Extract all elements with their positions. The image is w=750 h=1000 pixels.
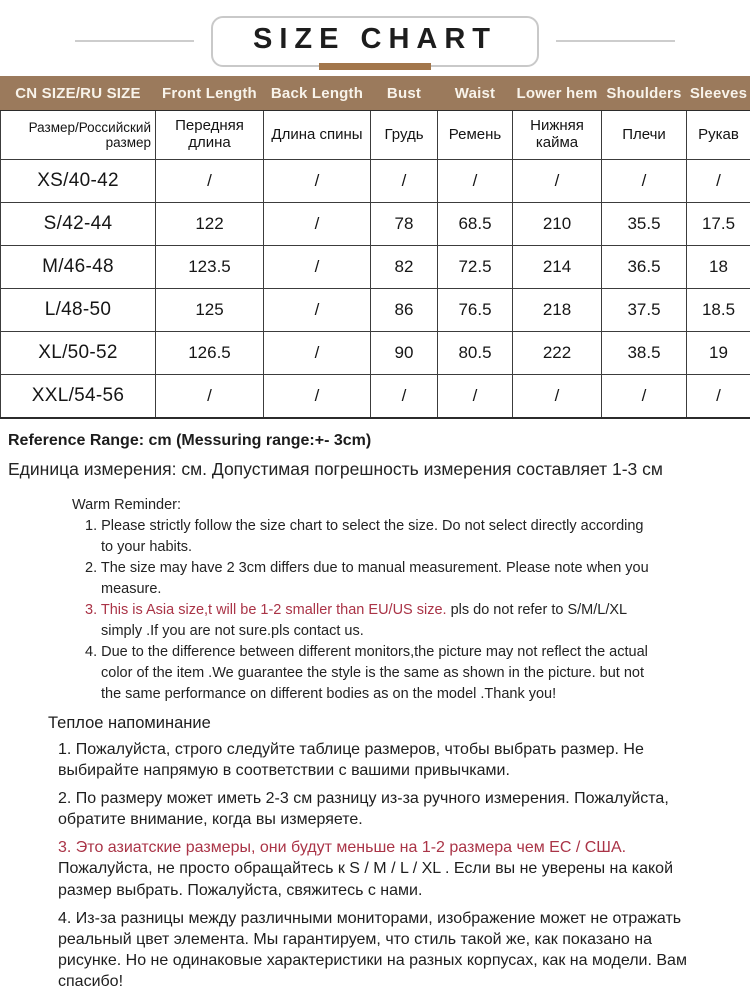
column-header-ru: Передняя длина <box>156 111 264 160</box>
table-row <box>1 203 750 246</box>
value-cell: / <box>264 203 371 246</box>
column-header-ru: Ремень <box>438 111 513 160</box>
value-cell: 86 <box>371 289 438 332</box>
column-header-en: Sleeves <box>687 77 750 111</box>
value-cell: 80.5 <box>438 332 513 375</box>
value-cell: 125 <box>156 289 264 332</box>
column-header-en: Waist <box>438 77 513 111</box>
warm-reminder-ru-item-1: 1. Пожалуйста, строго следуйте таблице размеров, чтобы выбрать размер. Не выбирайте напрямую в соответствии с вашими привычками. <box>58 740 644 780</box>
size-label-cell: L/48-50 <box>1 289 156 332</box>
column-header-ru: Длина спины <box>264 111 371 160</box>
value-cell: / <box>156 375 264 419</box>
value-cell: / <box>602 375 687 419</box>
value-cell: 76.5 <box>438 289 513 332</box>
size-label-cell: S/42-44 <box>1 203 156 246</box>
value-cell: 19 <box>687 332 750 375</box>
value-cell: 17.5 <box>687 203 750 246</box>
value-cell: / <box>602 160 687 203</box>
value-cell: 37.5 <box>602 289 687 332</box>
title-accent-bar <box>319 63 431 70</box>
title-flank-line-left <box>75 40 194 42</box>
column-header-en: Back Length <box>264 77 371 111</box>
warm-reminder-ru-item-2: 2. По размеру может иметь 2-3 см разницу из-за ручного измерения. Пожалуйста, обратите внимание, когда вы измеряете. <box>58 790 669 829</box>
value-cell: / <box>264 332 371 375</box>
warm-reminder-en-section <box>72 495 650 705</box>
warm-reminder-ru-section <box>48 713 708 992</box>
value-cell: 214 <box>513 246 602 289</box>
column-header-ru: Рукав <box>687 111 750 160</box>
value-cell: / <box>438 160 513 203</box>
value-cell: 38.5 <box>602 332 687 375</box>
table-row <box>1 289 750 332</box>
size-label-cell: XXL/54-56 <box>1 375 156 419</box>
size-label-cell: XL/50-52 <box>1 332 156 375</box>
warm-reminder-en-item-3 <box>85 600 650 642</box>
warm-reminder-en-item-3-red: 3. This is Asia size,t will be 1-2 smaller than EU/US size. <box>85 602 447 619</box>
column-header-ru: Плечи <box>602 111 687 160</box>
table-row <box>1 375 750 419</box>
table-row <box>1 332 750 375</box>
value-cell: 35.5 <box>602 203 687 246</box>
value-cell: / <box>371 375 438 419</box>
value-cell: 90 <box>371 332 438 375</box>
page-title: SIZE CHART <box>253 22 497 55</box>
column-header-en: Lower hem <box>513 77 602 111</box>
warm-reminder-en-item-2: 2. The size may have 2 3cm differs due to manual measurement. Please note when you measure. <box>85 560 649 598</box>
title-flank-line-right <box>556 40 675 42</box>
value-cell: 222 <box>513 332 602 375</box>
value-cell: 82 <box>371 246 438 289</box>
column-header-en: Bust <box>371 77 438 111</box>
value-cell: 126.5 <box>156 332 264 375</box>
value-cell: 210 <box>513 203 602 246</box>
value-cell: / <box>687 375 750 419</box>
value-cell: / <box>264 375 371 419</box>
table-header-row-en <box>1 77 750 111</box>
warm-reminder-ru-item-4: 4. Из-за разницы между различными мониторами, изображение может не отражать реальный цвет элемента. Мы гарантируем, что стиль такой же, как показано на рисунке. Но не одинаковые характеристики на разных корпусах, как на модели. Вам спасибо! <box>58 909 687 991</box>
reference-range-en: Reference Range: cm (Messuring range:+- 3cm) <box>8 432 372 449</box>
value-cell: / <box>156 160 264 203</box>
warm-reminder-en-item-3-black: pls do not refer to S/M/L/XL simply .If you are not sure.pls contact us. <box>101 602 627 640</box>
size-table <box>0 76 750 419</box>
table-row <box>1 246 750 289</box>
reference-range-ru: Единица измерения: см. Допустимая погрешность измерения составляет 1-3 см <box>8 459 663 479</box>
title-banner <box>0 0 750 70</box>
warm-reminder-ru-heading: Теплое напоминание <box>48 714 211 733</box>
value-cell: / <box>371 160 438 203</box>
value-cell: 18.5 <box>687 289 750 332</box>
warm-reminder-ru-item-3 <box>58 837 708 900</box>
value-cell: / <box>264 246 371 289</box>
warm-reminder-ru-item-3-red: 3. Это азиатские размеры, они будут меньше на 1-2 размера чем ЕС / США. <box>58 839 627 857</box>
column-header-ru: Нижняя кайма <box>513 111 602 160</box>
warm-reminder-ru-item-3-black: Пожалуйста, не просто обращайтесь к S / M / L / XL . Если вы не уверены на какой размер выбрать. Пожалуйста, свяжитесь с нами. <box>58 860 673 899</box>
value-cell: / <box>513 375 602 419</box>
table-row <box>1 160 750 203</box>
value-cell: 122 <box>156 203 264 246</box>
value-cell: / <box>264 289 371 332</box>
value-cell: / <box>438 375 513 419</box>
value-cell: 78 <box>371 203 438 246</box>
warm-reminder-en-heading: Warm Reminder: <box>72 497 182 513</box>
column-header-ru: Грудь <box>371 111 438 160</box>
column-header-en: Shoulders <box>602 77 687 111</box>
size-chart-title-box <box>211 16 539 67</box>
value-cell: / <box>687 160 750 203</box>
value-cell: 123.5 <box>156 246 264 289</box>
column-header-en: CN SIZE/RU SIZE <box>1 77 156 111</box>
value-cell: 218 <box>513 289 602 332</box>
value-cell: 72.5 <box>438 246 513 289</box>
value-cell: 68.5 <box>438 203 513 246</box>
column-header-en: Front Length <box>156 77 264 111</box>
value-cell: 18 <box>687 246 750 289</box>
table-header-row-ru <box>1 111 750 160</box>
size-label-cell: M/46-48 <box>1 246 156 289</box>
warm-reminder-en-item-1: 1. Please strictly follow the size chart to select the size. Do not select directly according to your habits. <box>85 518 644 556</box>
value-cell: / <box>513 160 602 203</box>
value-cell: 36.5 <box>602 246 687 289</box>
size-label-cell: XS/40-42 <box>1 160 156 203</box>
value-cell: / <box>264 160 371 203</box>
warm-reminder-en-item-4: 4. Due to the difference between different monitors,the picture may not reflect the actual color of the item .We guarantee the style is the same as shown in the picture. but not the same performance on different bodies as on the model .Thank you! <box>85 644 648 703</box>
column-header-ru: Размер/Российский размер <box>1 111 156 160</box>
